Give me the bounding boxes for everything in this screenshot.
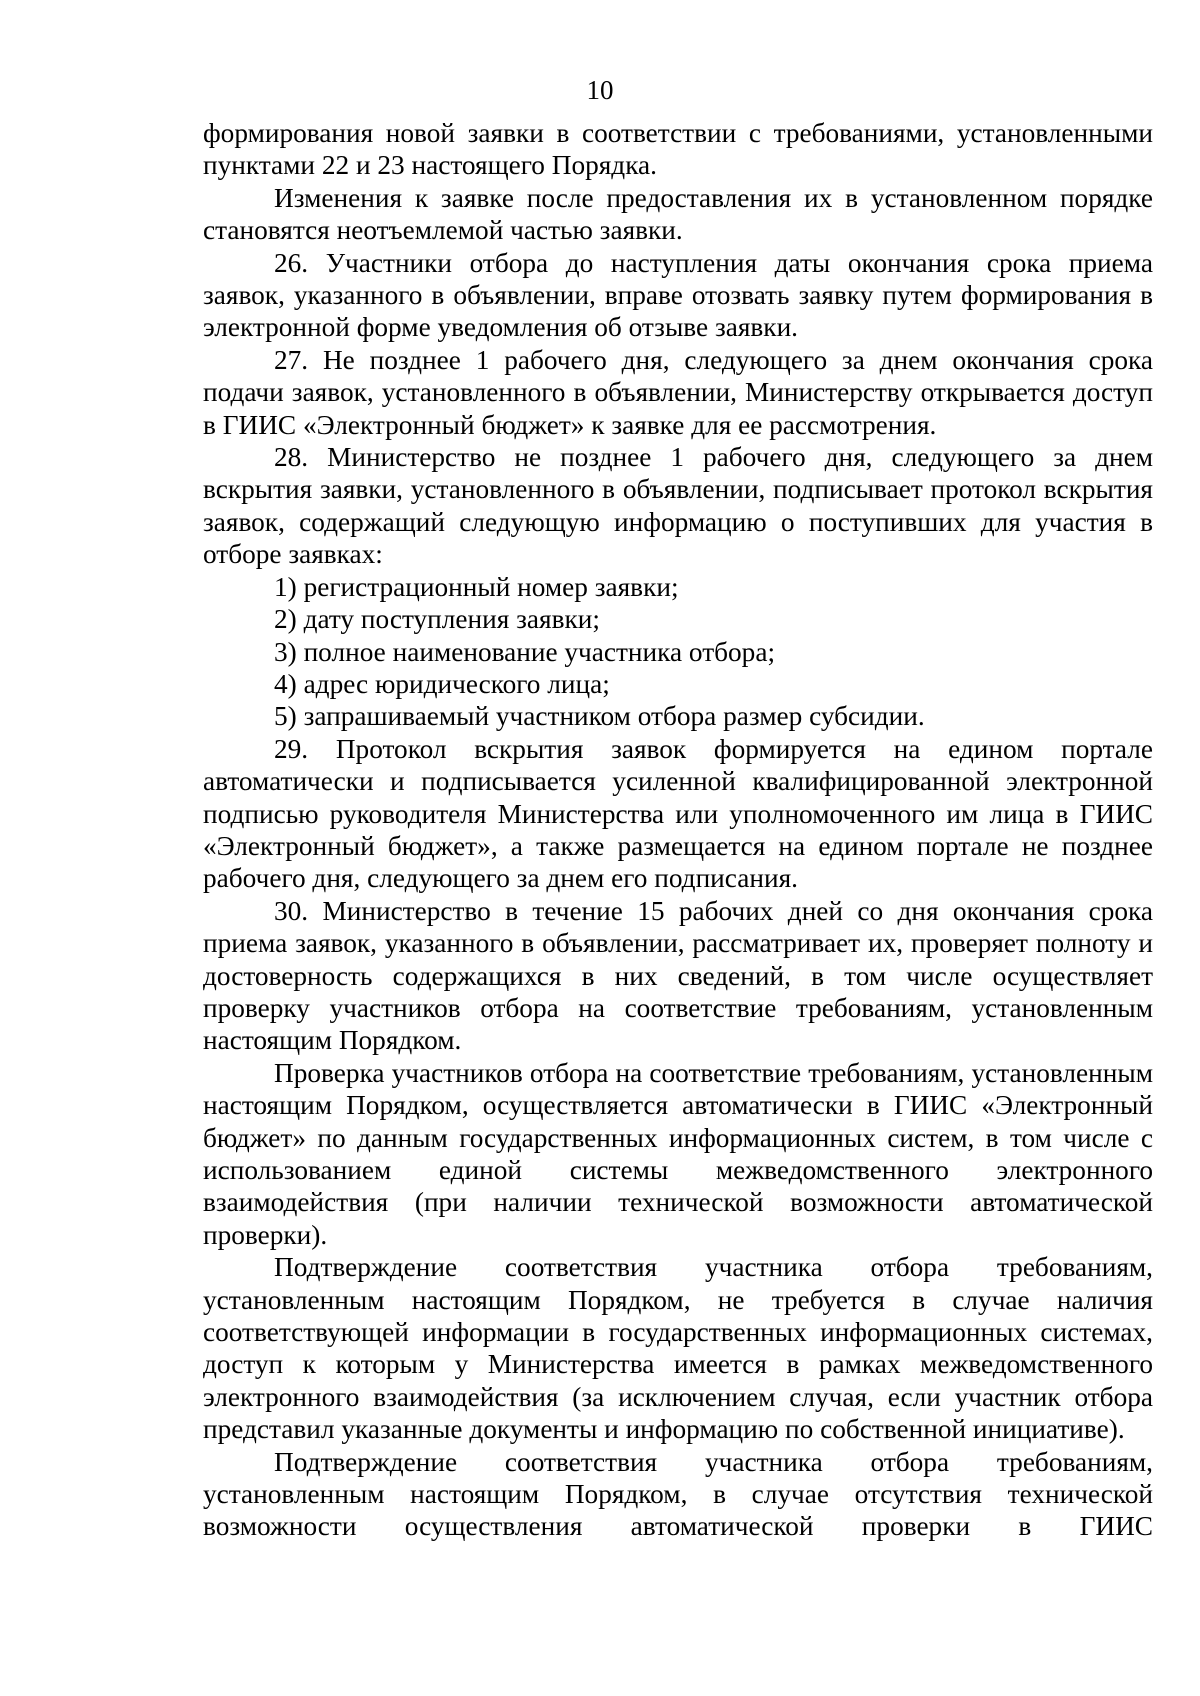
paragraph-28: 28. Министерство не позднее 1 рабочего дня, следующего за днем вскрытия заявки, установленного в объявлении, подписывает протокол вскрытия заявок, содержащий следующую информацию о поступивших для участия в отборе заявках: bbox=[203, 442, 1153, 570]
paragraph-29: 29. Протокол вскрытия заявок формируется на едином портале автоматически и подписывается усиленной квалифицированной электронной подписью руководителя Министерства или уполномоченного им лица в ГИИС «Электронный бюджет», а также размещается на едином портале не позднее рабочего дня, следующего за днем его подписания. bbox=[203, 733, 1153, 894]
document-body bbox=[203, 117, 1153, 1543]
list-item-4: 4) адрес юридического лица; bbox=[274, 668, 610, 699]
list-item-2: 2) дату поступления заявки; bbox=[274, 604, 600, 635]
paragraph-amendments: Изменения к заявке после предоставления их в установленном порядке становятся неотъемлемой частью заявки. bbox=[203, 182, 1153, 246]
list-item-3: 3) полное наименование участника отбора; bbox=[274, 636, 776, 667]
paragraph-continuation: формирования новой заявки в соответствии с требованиями, установленными пунктами 22 и 23 настоящего Порядка. bbox=[203, 118, 1153, 181]
paragraph-30: 30. Министерство в течение 15 рабочих дней со дня окончания срока приема заявок, указанного в объявлении, рассматривает их, проверяет полноту и достоверность содержащихся в них сведений, в том числе осуществляет проверку участников отбора на соответствие требованиям, установленным настоящим Порядком. bbox=[203, 895, 1153, 1056]
page-number: 10 bbox=[586, 75, 614, 105]
paragraph-confirmation-not-required: Подтверждение соответствия участника отбора требованиям, установленным настоящим Порядком, не требуется в случае наличия соответствующей информации в государственных информационных системах, доступ к которым у Министерства имеется в рамках межведомственного электронного взаимодействия (за исключением случая, если участник отбора представил указанные документы и информацию по собственной инициативе). bbox=[203, 1252, 1153, 1445]
paragraph-27: 27. Не позднее 1 рабочего дня, следующего за днем окончания срока подачи заявок, установленного в объявлении, Министерству открывается доступ в ГИИС «Электронный бюджет» к заявке для ее рассмотрения. bbox=[203, 344, 1153, 440]
paragraph-26: 26. Участники отбора до наступления даты окончания срока приема заявок, указанного в объявлении, вправе отозвать заявку путем формирования в электронной форме уведомления об отзыве заявки. bbox=[203, 247, 1153, 343]
list-item-5: 5) запрашиваемый участником отбора размер субсидии. bbox=[274, 701, 925, 732]
list-item-1: 1) регистрационный номер заявки; bbox=[274, 571, 679, 602]
paragraph-verification: Проверка участников отбора на соответствие требованиям, установленным настоящим Порядком, осуществляется автоматически в ГИИС «Электронный бюджет» по данным государственных информационных систем, в том числе с использованием единой системы межведомственного электронного взаимодействия (при наличии технической возможности автоматической проверки). bbox=[203, 1057, 1153, 1250]
paragraph-confirmation-no-technical-possibility: Подтверждение соответствия участника отбора требованиям, установленным настоящим Порядком, в случае отсутствия технической возможности осуществления автоматической проверки в ГИИС bbox=[203, 1446, 1153, 1542]
